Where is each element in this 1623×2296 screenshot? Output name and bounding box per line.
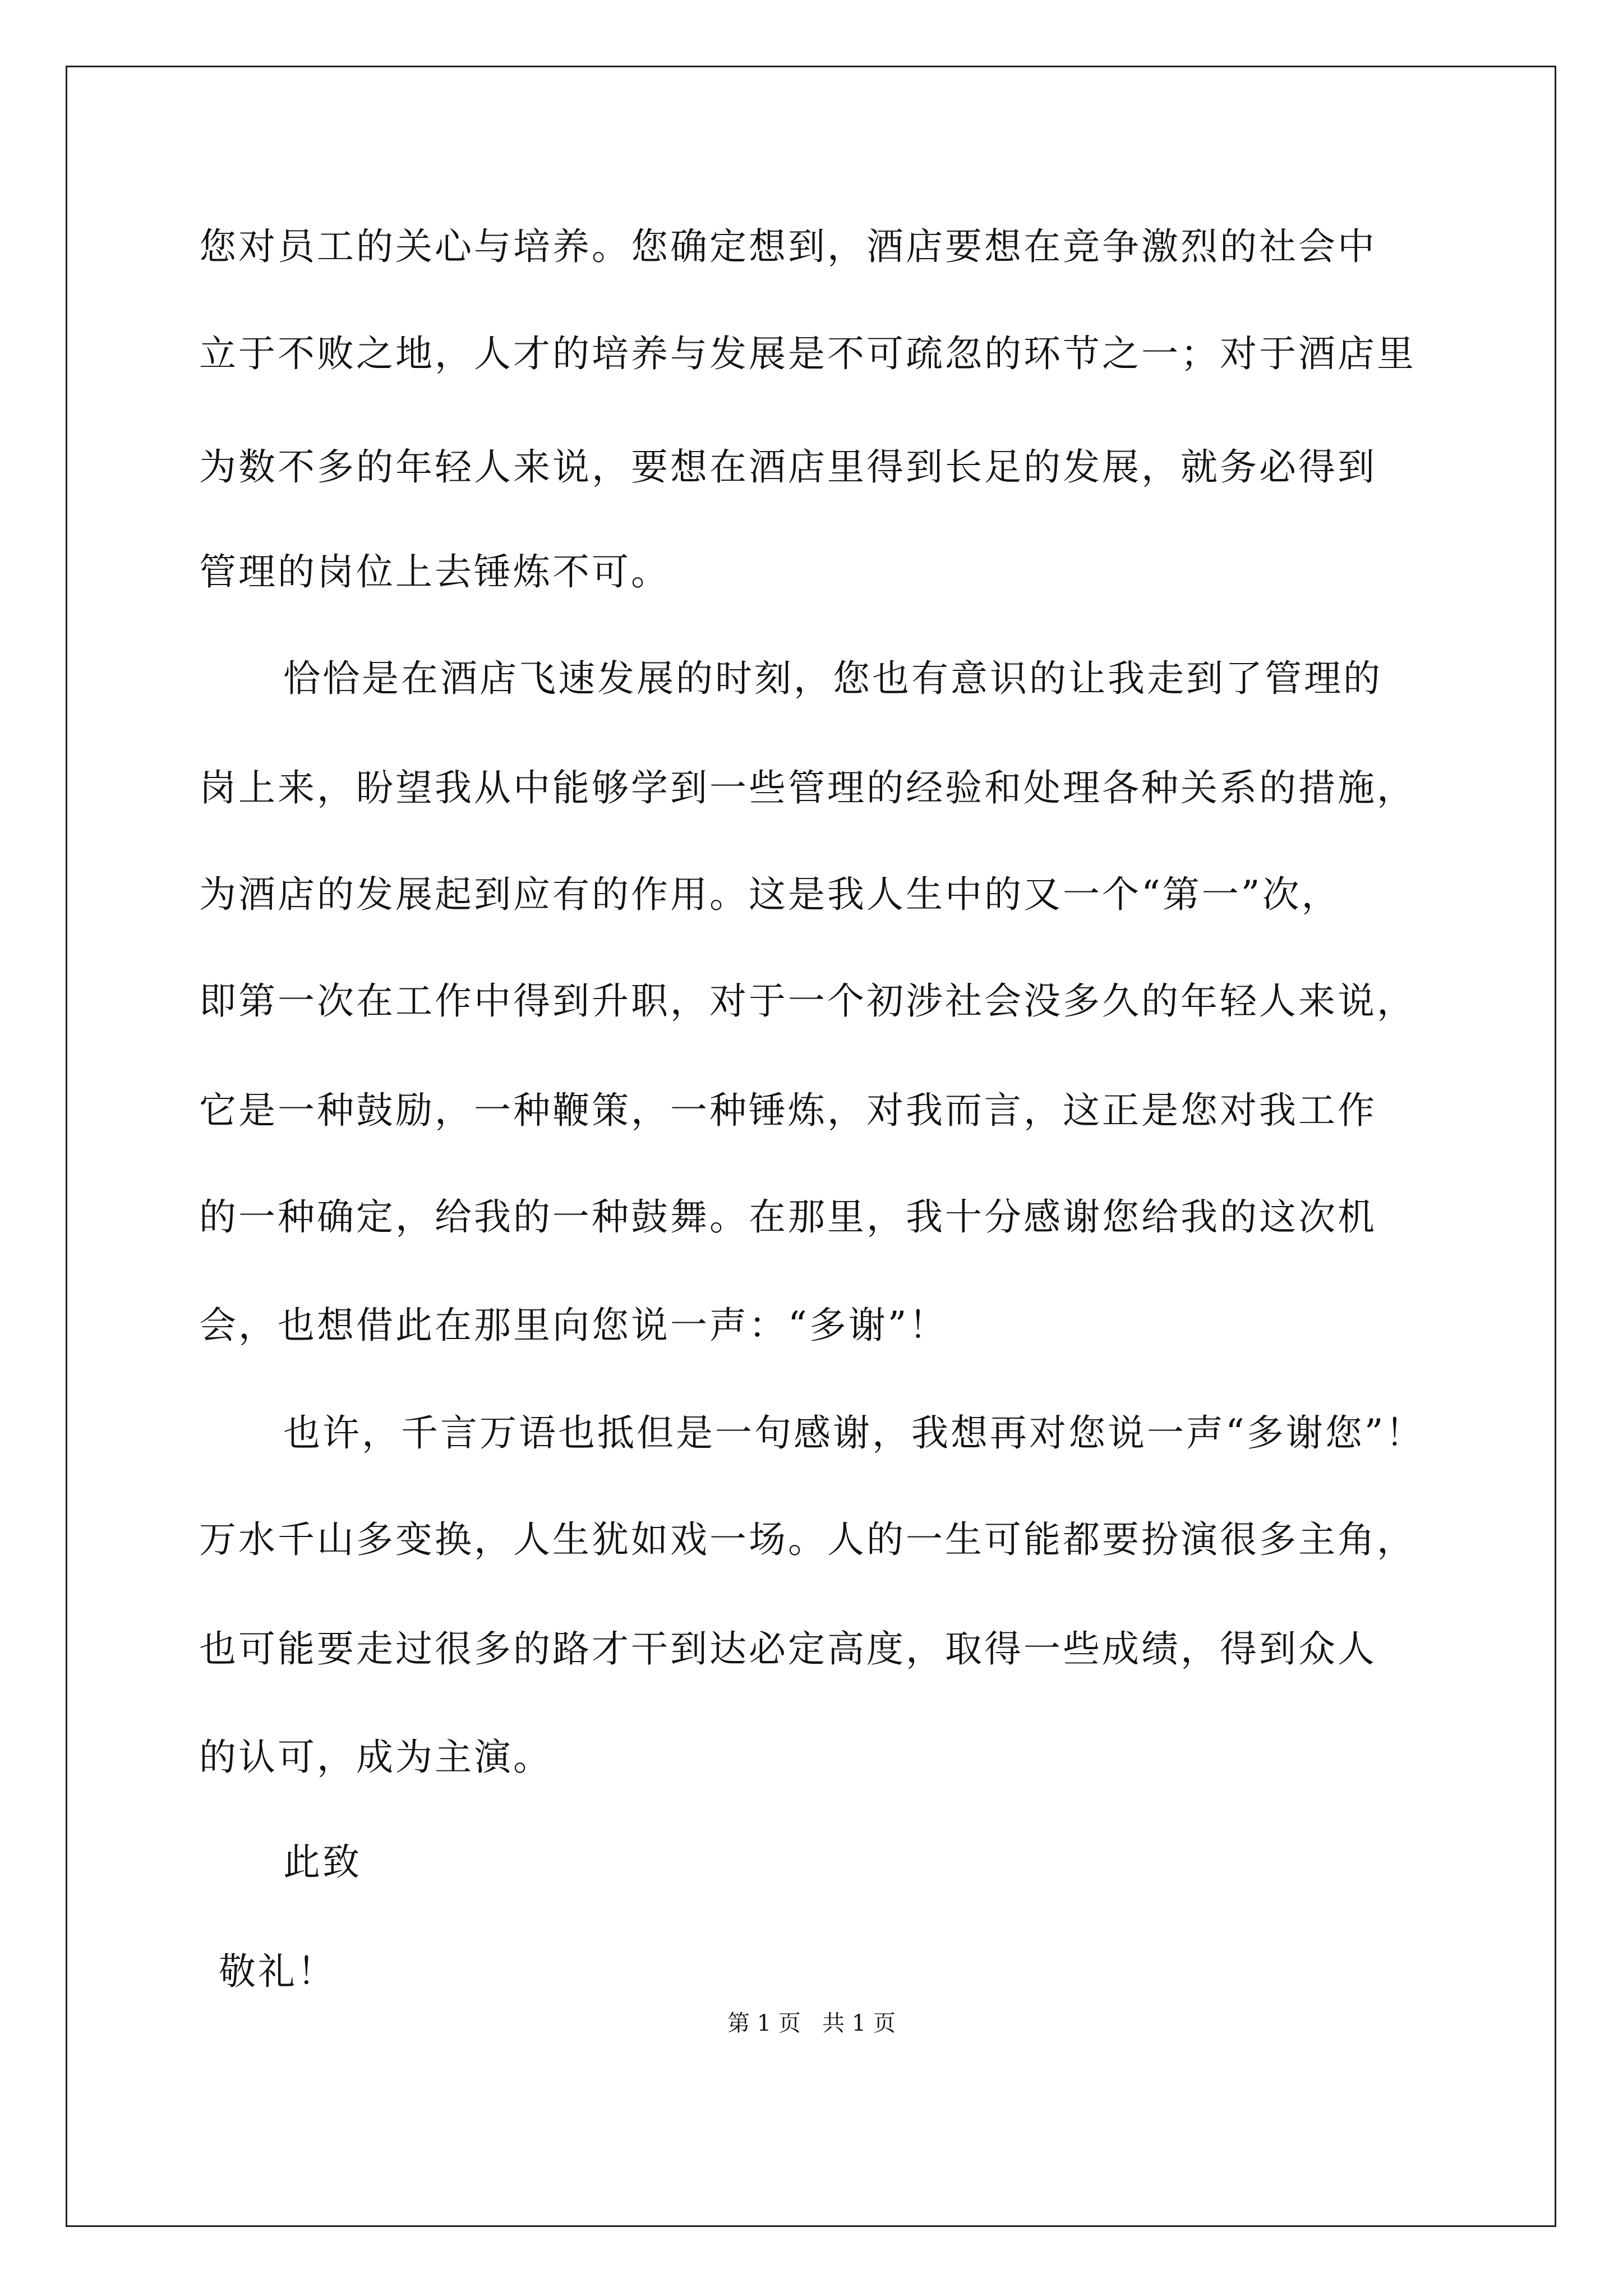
text-line-6: 岗上来，盼望我从中能够学到一些管理的经验和处理各种关系的措施， (199, 766, 1416, 809)
text-line-7: 为酒店的发展起到应有的作用。这是我人生中的又一个“第一”次， (199, 873, 1341, 916)
paragraph-indent-line-2: 也许，千言万语也抵但是一句感谢，我想再对您说一声“多谢您”！ (283, 1411, 1425, 1455)
paragraph-indent-line-1: 恰恰是在酒店飞速发展的时刻，您也有意识的让我走到了管理的 (283, 657, 1382, 700)
text-line-9: 它是一种鼓励，一种鞭策，一种锤炼，对我而言，这正是您对我工作 (199, 1089, 1377, 1132)
text-line-1: 您对员工的关心与培养。您确定想到，酒店要想在竞争激烈的社会中 (199, 225, 1377, 268)
text-line-11: 会，也想借此在那里向您说一声：“多谢”！ (199, 1304, 948, 1347)
text-line-13: 万水千山多变换，人生犹如戏一场。人的一生可能都要扮演很多主角， (199, 1518, 1416, 1561)
closing-regards: 敬礼！ (219, 1950, 336, 1993)
text-line-15: 的认可，成为主演。 (199, 1736, 552, 1779)
text-line-14: 也可能要走过很多的路才干到达必定高度，取得一些成绩，得到众人 (199, 1627, 1377, 1671)
text-line-10: 的一种确定，给我的一种鼓舞。在那里，我十分感谢您给我的这次机 (199, 1195, 1377, 1239)
text-line-3: 为数不多的年轻人来说，要想在酒店里得到长足的发展，就务必得到 (199, 445, 1377, 489)
page-footer: 第 1 页 共 1 页 (727, 2010, 896, 2036)
page-border (66, 66, 1556, 2227)
text-line-4: 管理的岗位上去锤炼不可。 (199, 550, 670, 593)
text-line-2: 立于不败之地，人才的培养与发展是不可疏忽的环节之一；对于酒店里 (199, 332, 1416, 375)
text-line-8: 即第一次在工作中得到升职，对于一个初涉社会没多久的年轻人来说， (199, 979, 1416, 1023)
closing-salutation: 此致 (283, 1841, 362, 1884)
